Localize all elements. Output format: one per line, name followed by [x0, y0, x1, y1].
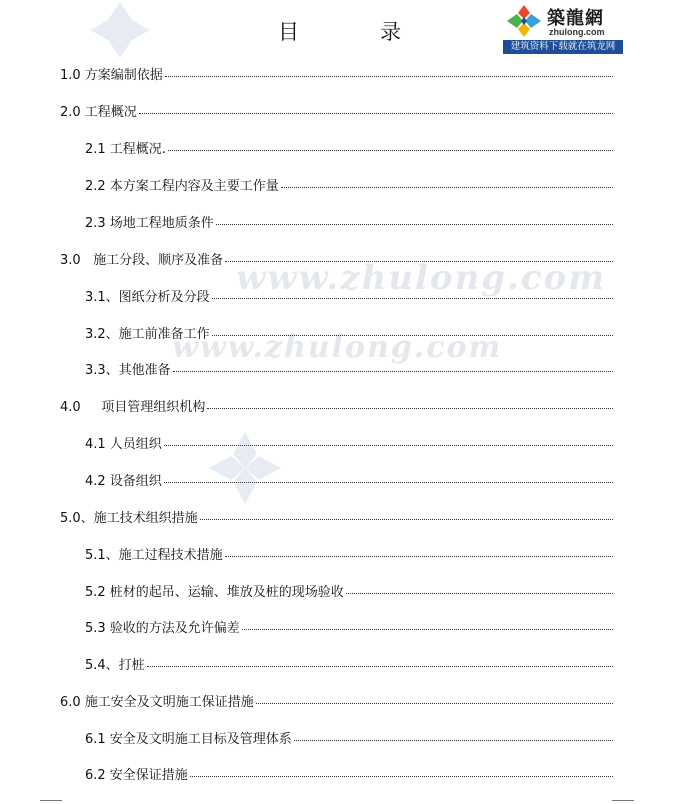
page-title: 目 录 [278, 20, 431, 44]
toc-entry-label: 6.0 施工安全及文明施工保证措施 [60, 695, 254, 710]
crop-mark [40, 800, 62, 801]
toc-entry-label: 6.2 安全保证措施 [85, 768, 188, 783]
toc-entry[interactable] [60, 104, 613, 122]
watermark-text: www.zhulong.com [172, 330, 503, 365]
toc-entry[interactable] [85, 657, 613, 675]
toc-leader [256, 703, 613, 704]
toc-leader [139, 113, 613, 114]
toc-entry-label: 5.2 桩材的起吊、运输、堆放及桩的现场验收 [85, 585, 344, 600]
toc-entry[interactable] [85, 547, 613, 565]
toc-entry[interactable] [85, 767, 613, 785]
toc-entry-label: 3.1、图纸分析及分段 [85, 290, 210, 305]
toc-entry[interactable] [85, 326, 613, 344]
toc-entry[interactable] [60, 67, 613, 85]
toc-leader [165, 76, 613, 77]
logo-name: 築龍網 [547, 8, 604, 29]
logo-domain: zhulong.com [549, 27, 605, 37]
toc-entry[interactable] [60, 510, 613, 528]
toc-leader [164, 445, 613, 446]
toc-leader [281, 187, 613, 188]
toc-entry-label: 5.3 验收的方法及允许偏差 [85, 621, 240, 636]
toc-entry[interactable] [60, 252, 613, 270]
logo-tagline: 建筑资料下载就在筑龙网 [503, 40, 623, 54]
toc-entry-label: 2.2 本方案工程内容及主要工作量 [85, 179, 279, 194]
toc-entry-label: 2.1 工程概况. [85, 142, 166, 157]
toc-leader [216, 224, 613, 225]
toc-leader [225, 261, 613, 262]
toc-leader [173, 371, 613, 372]
toc-leader [164, 482, 613, 483]
toc-entry-label: 3.0 施工分段、顺序及准备 [60, 253, 224, 268]
toc-leader [242, 629, 613, 630]
toc-entry-label: 5.1、施工过程技术措施 [85, 548, 223, 563]
toc-entry[interactable] [85, 362, 613, 380]
toc-entry-label: 6.1 安全及文明施工目标及管理体系 [85, 732, 292, 747]
toc-entry[interactable] [85, 141, 613, 159]
toc-leader [200, 519, 613, 520]
toc-entry[interactable] [85, 731, 613, 749]
toc-entry-label: 1.0 方案编制依据 [60, 68, 163, 83]
toc-leader [190, 776, 613, 777]
toc-leader [212, 298, 613, 299]
toc-leader [212, 335, 613, 336]
toc-entry[interactable] [85, 584, 613, 602]
toc-entry[interactable] [60, 399, 613, 417]
toc-entry-label: 4.1 人员组织 [85, 437, 162, 452]
toc-entry-label: 3.2、施工前准备工作 [85, 327, 210, 342]
toc-entry[interactable] [85, 620, 613, 638]
toc-entry-label: 5.4、打桩 [85, 658, 145, 673]
toc-entry[interactable] [85, 215, 613, 233]
toc-entry[interactable] [85, 473, 613, 491]
toc-entry-label: 4.0 项目管理组织机构 [60, 400, 206, 415]
toc-leader [346, 593, 613, 594]
toc-entry[interactable] [85, 289, 613, 307]
toc-entry-label: 5.0、施工技术组织措施 [60, 511, 198, 526]
toc-entry-label: 2.3 场地工程地质条件 [85, 216, 214, 231]
crop-mark [612, 800, 634, 801]
toc-leader [168, 150, 613, 151]
toc-leader [225, 556, 613, 557]
toc-entry[interactable] [60, 694, 613, 712]
toc-entry[interactable] [85, 436, 613, 454]
toc-entry-label: 3.3、其他准备 [85, 363, 171, 378]
toc-leader [207, 408, 613, 409]
toc-entry[interactable] [85, 178, 613, 196]
watermark-text: www.zhulong.com [236, 258, 607, 298]
toc-leader [294, 740, 613, 741]
toc-entry-label: 2.0 工程概况 [60, 105, 137, 120]
toc-entry-label: 4.2 设备组织 [85, 474, 162, 489]
toc-leader [147, 666, 613, 667]
